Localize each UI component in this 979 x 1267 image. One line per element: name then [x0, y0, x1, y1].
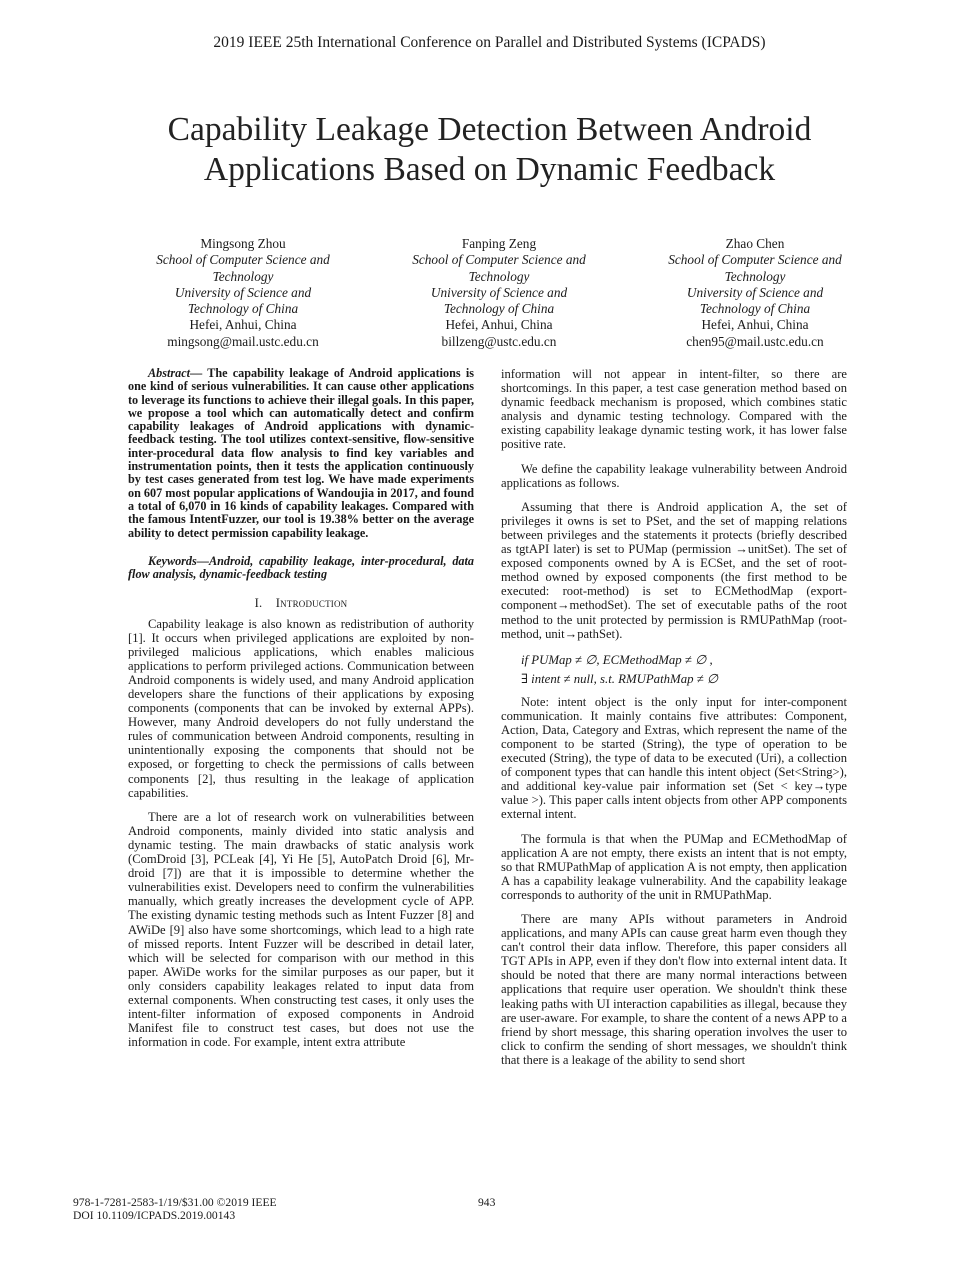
section-title: Introduction — [275, 596, 348, 611]
paragraph: information will not appear in intent-filter, so there are shortcomings. In this paper, a test case generation method based on dynamic feedback mechanism is proposed, which combines static analysis and dynamic testing technology. Compared with the existing capability leakage dynamic testing work, it has lower false positive rate. — [501, 367, 847, 452]
author-dept: School of Computer Science and — [668, 252, 842, 268]
author-dept: Technology — [724, 268, 786, 284]
author-dept: School of Computer Science and — [412, 252, 586, 268]
keywords: Keywords—Android, capability leakage, inter-procedural, data flow analysis, dynamic-feedback testing — [128, 553, 474, 582]
paragraph: Note: intent object is the only input for inter-component communication. It mainly contains five attributes: Component, Action, Data, Category and Extras, which represent the name of the component to be started (String), the type of operation to be executed (String), the type of data to be executed (Uri), a collection of component types that can handle this intent object (Set<String>), and additional key-value pair information set (Set < key→type value >). This paper calls intent objects from other APP components external intent. — [501, 694, 847, 822]
copyright-footer — [73, 1196, 277, 1222]
author-3 — [645, 236, 865, 350]
author-dept: School of Computer Science and — [156, 252, 330, 268]
paper-title — [0, 110, 979, 190]
author-name: Fanping Zeng — [461, 236, 537, 251]
isbn-line: 978-1-7281-2583-1/19/$31.00 ©2019 IEEE — [73, 1196, 277, 1209]
formula-line-2: ∃ intent ≠ null, s.t. RMUPathMap ≠ ∅ — [521, 671, 719, 686]
paragraph: Assuming that there is Android application A, the set of privileges it owns is set to PSet, and the set of mapping relations between privileges and the statements it protects (briefly described as tgtAPI later) is set to PUMap (permission →unitSet). The set of exposed components owned by A is ECSet, and the set of root-method owned by exposed components (the first method to be executed: root-method) is set to ECMethodMap (export-component→methodSet). The set of executable paths of the root method to the unit protected by permission is RMUPathMap (root-method, unit→pathSet). — [501, 499, 847, 641]
author-email: chen95@mail.ustc.edu.cn — [686, 333, 824, 349]
paragraph: The formula is that when the PUMap and ECMethodMap of application A are not empty, there exists an intent that is not empty, so that RMUPathMap of application A is not empty, then application A has a capability leakage vulnerability. And the capability leakage corresponds to authority of the unit in RMUPathMap. — [501, 831, 847, 902]
right-column — [501, 367, 847, 1077]
author-dept: Technology — [468, 268, 530, 284]
author-city: Hefei, Anhui, China — [189, 317, 297, 333]
author-name: Mingsong Zhou — [200, 236, 286, 251]
abstract-dash: — — [189, 366, 208, 380]
paragraph: Capability leakage is also known as redistribution of authority [1]. It occurs when privileged applications are exploited by non-privileged malicious applications, which enables malicious applications to perform privileged actions. Communication between Android components is widely used, and many Android application developers share the functions of their applications by exposing components (components that can be invoked by external APPs). However, many Android developers do not fully understand the rules of communication between Android components, resulting in unintentionally exposing the components that should not be exposed, or forgetting to check the permissions of calls between components [2], thus resulting in the leakage of application capabilities. — [128, 616, 474, 800]
page-number: 943 — [478, 1196, 496, 1209]
abstract-lead: Abstract — [148, 366, 190, 380]
definition-formula — [521, 651, 847, 689]
author-univ: Technology of China — [187, 301, 299, 317]
paragraph: There are a lot of research work on vulnerabilities between Android components, mainly divided into static analysis and dynamic testing. The main drawbacks of static analysis work (ComDroid [3], PCLeak [4], Yi He [5], AutoPatch Droid [6], Mr-droid [7]) are that it is impossible to determine whether the vulnerabilities exist. Developers need to confirm the vulnerabilities manually, which greatly increases the development cycle of APP. The existing dynamic testing methods such as Intent Fuzzer [8] and AWiDe [9] also have some shortcomings, which lead to a high rate of missed reports. Intent Fuzzer will be described in detail later, which will be selected for comparison with our method in this paper. AWiDe works for the similar purposes as our paper, but it only considers capability leakages related to input data from external components. When constructing test cases, it only uses the intent-filter information of exposed components in Android Manifest file to construct test cases, but does not use the information in code. For example, intent extra attribute — [128, 809, 474, 1050]
section-heading — [128, 596, 474, 610]
author-email: billzeng@ustc.edu.cn — [441, 333, 557, 349]
author-name: Zhao Chen — [725, 236, 785, 251]
paragraph: There are many APIs without parameters in Android applications, and many APIs can cause great harm even though they can't control their data inflow. Therefore, this paper considers all TGT APIs in APP, even if they don't flow into external intent data. It should be noted that there are many normal interactions between applications that require user operation. We shouldn't think these leaking paths with UI interaction capabilities as illegal, because they are user-aware. For example, to share the content of a news APP to a friend by short message, this sharing operation involves the user to click to confirm the sending of short messages, we shouldn't think that there is a leakage of the ability to send short — [501, 912, 847, 1067]
section-number: I. — [254, 596, 263, 611]
author-dept: Technology — [212, 268, 274, 284]
author-univ: University of Science and — [174, 284, 312, 300]
author-city: Hefei, Anhui, China — [701, 317, 809, 333]
author-univ: University of Science and — [686, 284, 824, 300]
author-2 — [389, 236, 609, 350]
author-city: Hefei, Anhui, China — [445, 317, 553, 333]
title-line-1: Capability Leakage Detection Between Android — [167, 111, 812, 148]
paragraph: We define the capability leakage vulnerability between Android applications as follows. — [501, 461, 847, 490]
author-univ: University of Science and — [430, 284, 568, 300]
title-line-2: Applications Based on Dynamic Feedback — [203, 151, 776, 188]
author-univ: Technology of China — [443, 301, 555, 317]
author-1 — [133, 236, 353, 350]
conference-header: 2019 IEEE 25th International Conference on Parallel and Distributed Systems (ICPADS) — [213, 34, 766, 51]
author-email: mingsong@mail.ustc.edu.cn — [167, 333, 319, 349]
doi-line: DOI 10.1109/ICPADS.2019.00143 — [73, 1209, 236, 1222]
author-block — [0, 236, 979, 352]
left-column — [128, 367, 474, 1059]
formula-line-1: if PUMap ≠ ∅, ECMethodMap ≠ ∅ , — [521, 652, 713, 667]
abstract — [128, 367, 474, 540]
author-univ: Technology of China — [699, 301, 811, 317]
abstract-body: The capability leakage of Android applications is one kind of serious vulnerabilities. It can cause other applications to leverage its functions to achieve their illegal goals. In this paper, we propose a tool which can automatically detect and confirm capability leakages of Android applications with dynamic-feedback testing. The tool utilizes context-sensitive, flow-sensitive inter-procedural data flow analysis to find key variables and instrumentation points, then it tests the application continuously by test cases generated from test log. We have made experiments on 607 most popular applications of Wandoujia in 2017, and found a total of 6,070 in 16 kinds of capability leakages. Compared with the famous IntentFuzzer, our tool is 19.38% better on the average ability to detect permission capability leakage. — [128, 366, 474, 540]
